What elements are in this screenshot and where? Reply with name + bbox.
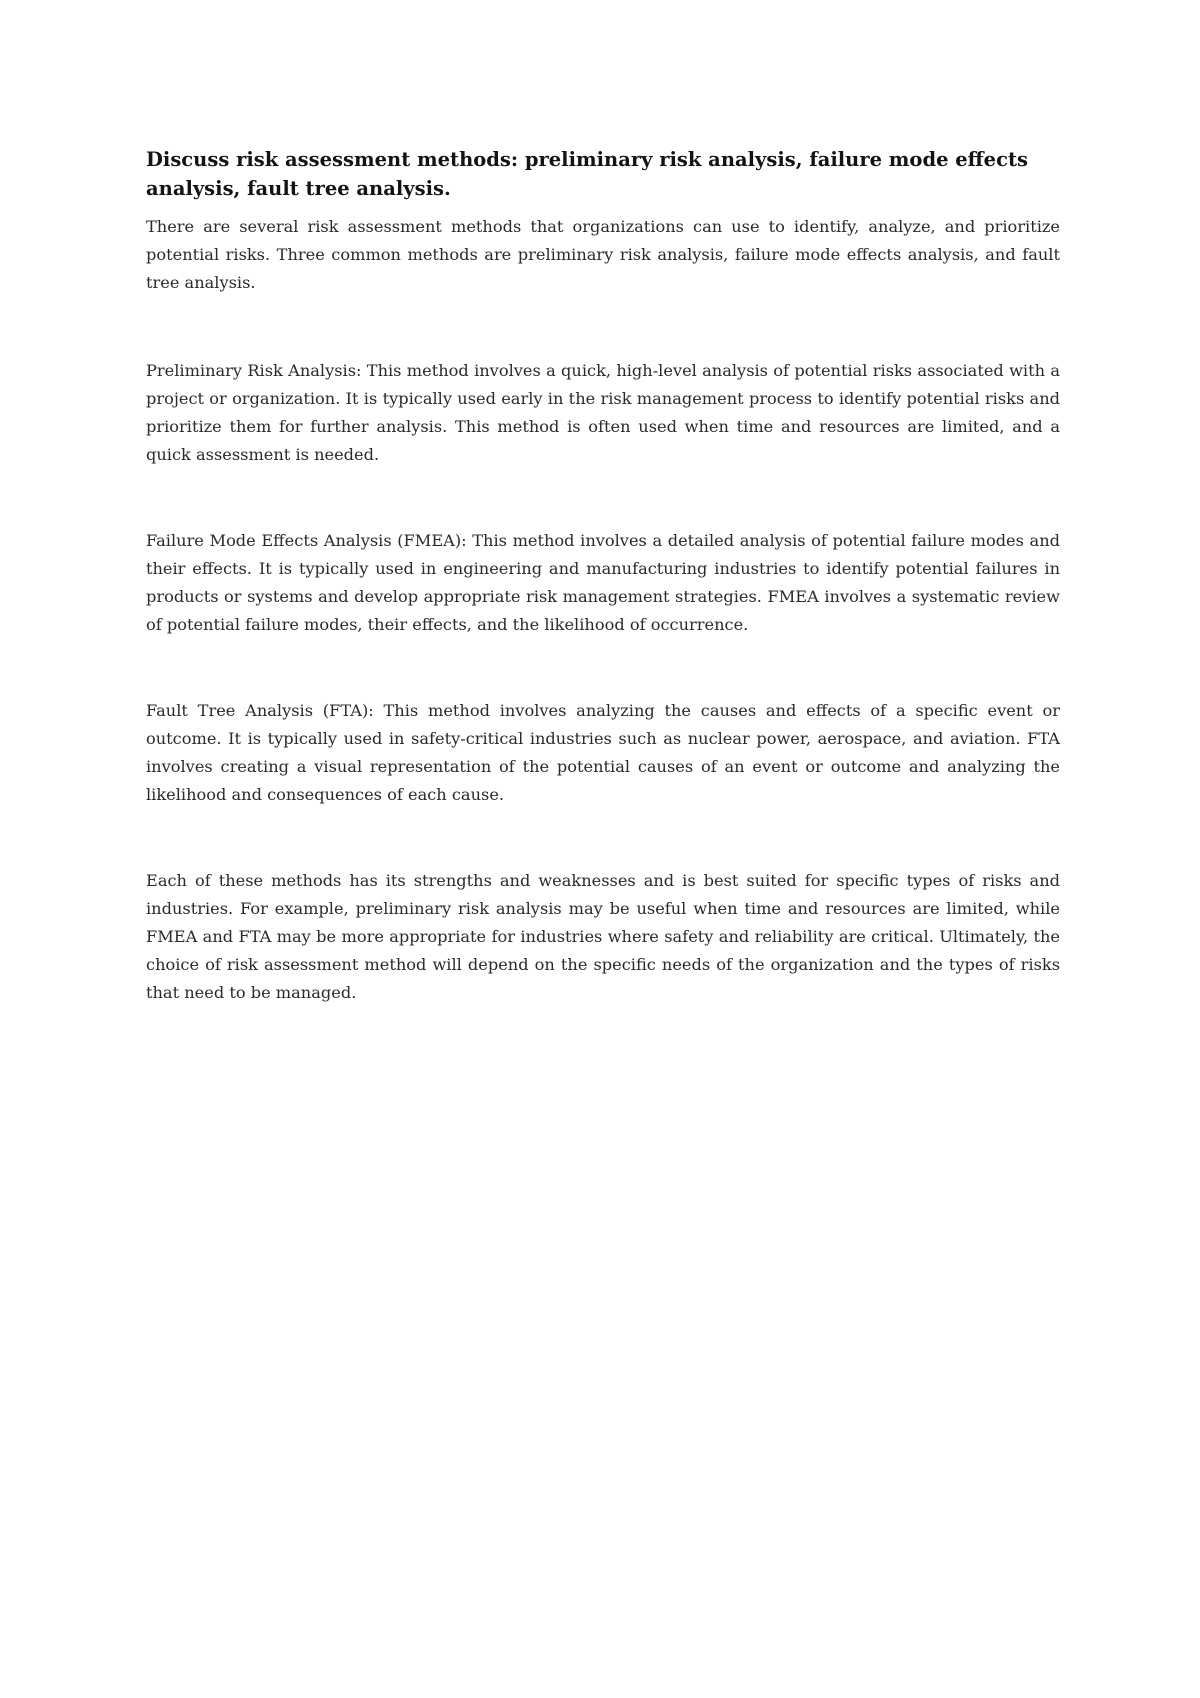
fmea-paragraph: Failure Mode Effects Analysis (FMEA): This method involves a detailed analysis of potential failure modes and their effects. It is typically used in engineering and manufacturing industries to identify potential failures in products or systems and develop appropriate risk management strategies. FMEA involves a systematic review of potential failure modes, their effects, and the likelihood of occurrence. [146,531,1060,634]
intro-paragraph: There are several risk assessment methods that organizations can use to identify, analyze, and prioritize potential risks. Three common methods are preliminary risk analysis, failure mode effects analysis, and fault tree analysis. [146,217,1060,292]
preliminary-risk-analysis-paragraph: Preliminary Risk Analysis: This method involves a quick, high-level analysis of potential risks associated with a project or organization. It is typically used early in the risk management process to identify potential risks and prioritize them for further analysis. This method is often used when time and resources are limited, and a quick assessment is needed. [146,361,1060,464]
document-body [146,145,1060,1007]
document-title: Discuss risk assessment methods: preliminary risk analysis, failure mode effects analysis, fault tree analysis. [146,148,1028,200]
conclusion-paragraph: Each of these methods has its strengths and weaknesses and is best suited for specific types of risks and industries. For example, preliminary risk analysis may be useful when time and resources are limited, while FMEA and FTA may be more appropriate for industries where safety and reliability are critical. Ultimately, the choice of risk assessment method will depend on the specific needs of the organization and the types of risks that need to be managed. [146,871,1060,1002]
fta-paragraph: Fault Tree Analysis (FTA): This method involves analyzing the causes and effects of a specific event or outcome. It is typically used in safety-critical industries such as nuclear power, aerospace, and aviation. FTA involves creating a visual representation of the potential causes of an event or outcome and analyzing the likelihood and consequences of each cause. [146,701,1060,804]
